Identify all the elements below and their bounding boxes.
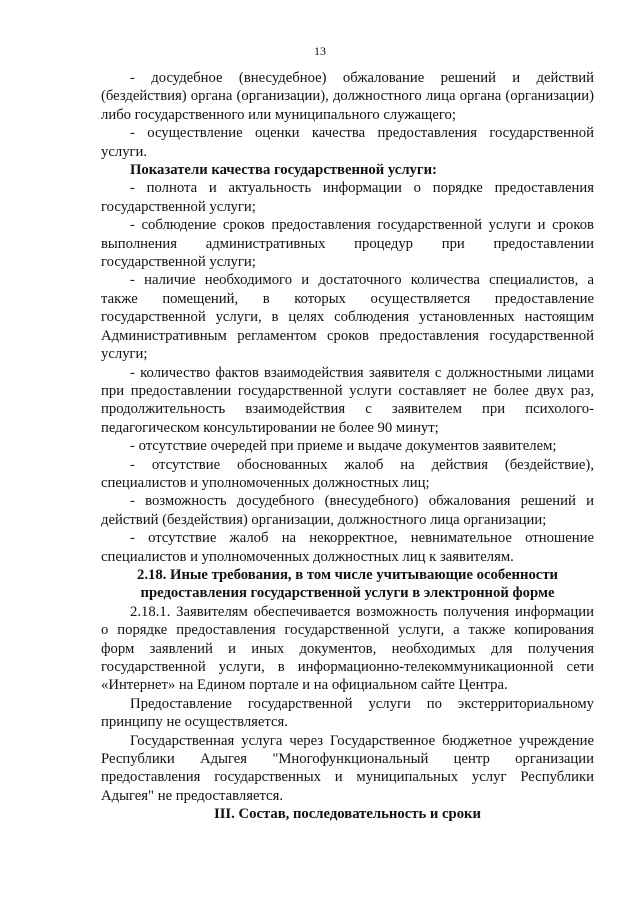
list-item: - осуществление оценки качества предоставления государственной услуги. — [101, 125, 594, 160]
list-item: - наличие необходимого и достаточного количества специалистов, а также помещений, в которых осуществляется предоставление государственной услуги, в целях соблюдения установленных настоящим Административным регламентом сроков предоставления государственной услуги; — [101, 272, 594, 363]
paragraph: Предоставление государственной услуги по экстерриториальному принципу не осуществляется. — [101, 695, 594, 731]
paragraph: Государственная услуга через Государственное бюджетное учреждение Республики Адыгея "Многофункциональный центр организации предоставления государственных и муниципальных услуг Республики Адыгея" не предоставляется. — [101, 732, 594, 804]
document-body — [101, 69, 594, 824]
list-item: - отсутствие жалоб на некорректное, невнимательное отношение специалистов и уполномоченных должностных лиц к заявителям. — [101, 530, 594, 565]
list-item: - соблюдение сроков предоставления государственной услуги и сроков выполнения административных процедур при предоставлении государственной услуги; — [101, 217, 594, 271]
page-number: 13 — [314, 44, 326, 58]
list-item: - отсутствие очередей при приеме и выдаче документов заявителем; — [130, 438, 557, 455]
section-heading-line: 2.18. Иные требования, в том числе учитывающие особенности — [136, 566, 559, 583]
quality-heading: Показатели качества государственной услуги: — [130, 162, 437, 179]
list-item: - досудебное (внесудебное) обжалование решений и действий (бездействия) органа (организации), должностного лица органа (организации) либо государственного или муниципального служащего; — [101, 70, 594, 123]
list-item: - отсутствие обоснованных жалоб на действия (бездействие), специалистов и уполномоченных должностных лиц; — [101, 456, 594, 491]
list-item: - возможность досудебного (внесудебного) обжалования решений и действий (бездействия) организации, должностного лица организации; — [101, 493, 594, 528]
paragraph: 2.18.1. Заявителям обеспечивается возможность получения информации о порядке предоставления государственной услуги, а также копирования форм заявлений и иных документов, необходимых для получения государственной услуги, в информационно-телекоммуникационной сети «Интернет» на Едином портале и на официальном сайте Центра. — [101, 603, 594, 694]
list-item: - полнота и актуальность информации о порядке предоставления государственной услуги; — [101, 180, 594, 215]
section-heading-line: предоставления государственной услуги в электронной форме — [140, 585, 555, 602]
part-heading: III. Состав, последовательность и сроки — [214, 806, 481, 823]
section-heading — [101, 566, 594, 603]
list-item: - количество фактов взаимодействия заявителя с должностными лицами при предоставлении государственной услуги составляет не более двух раз, продолжительность взаимодействия с заявителем при психолого-педагогическом консультировании не более 90 минут; — [101, 364, 594, 436]
